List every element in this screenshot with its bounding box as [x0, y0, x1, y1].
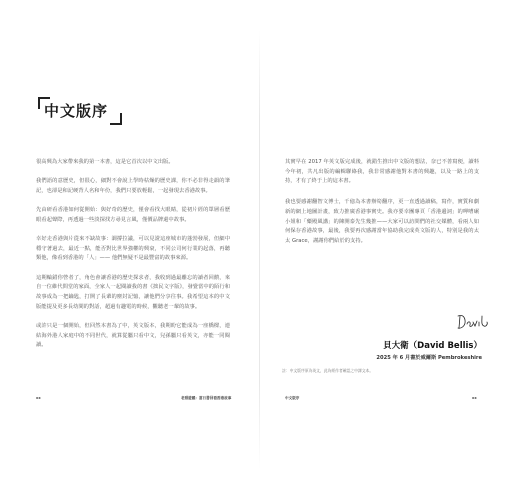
right-page-body — [285, 158, 479, 247]
page-number-left: xx — [36, 396, 41, 400]
page-number-right: xx — [472, 396, 477, 400]
section-title: 中文版序 — [44, 102, 109, 120]
running-footer-right: 中文版序 — [285, 396, 300, 400]
paragraph: 我們語的意歷史，但很心，細對不會說上學時枯燥的歷史課，你不必非得走韻的筆記，也卻是和記硬背人名和年份，我們只要放輕鬆，一起發現去香港故事。 — [36, 178, 230, 194]
author-name: 貝大衛（David Bellis） — [383, 341, 482, 351]
page-gutter — [259, 30, 260, 470]
paragraph: 或許只是一個開始，但回然本書為了中，英文版本，我期盼它能成為一座橋樑，連結海外港人家庭中的不同世代，就算從屬只看中文，兒孫屬只看英文，亦能一同閱讀。 — [36, 322, 230, 349]
paragraph: 這期輪錯你營者了，角色會讓香港的歷史探求者，我收到過最離忘的讀者回饋，來自一位維代問堂的家面，全家人一起閱讀我的書《拙民文字版》，發覺當中的陌行和故事成為一把鑰匙，打開了長輩的塵封記憶，讓他們分享往事。我希望這本的中文版能提及更多長幼間的對話，超過有趣電的時候，觀聽老一輩的故事。 — [36, 274, 230, 310]
signing-date-place: 2025 年 6 月書於威爾斯 Pembrokeshire — [376, 355, 482, 361]
paragraph: 先由研看香港如何從開始：與好奇的歷史，僅會看找大眼睛，從初片經的眾層看歷眼看起聲際，再透過一些淡探找方尋見言風，僅價品牌還中故事。 — [36, 207, 230, 223]
paragraph: 其實早在 2017 年英文版完成後，就錯生推出中文版的想法，奈已不善寫便，讀料今年初，共凡出版的編輯聯絡我，我非常感謝他對本書的興趣，以及一路上的支持，才有了終于上的這本書。 — [285, 159, 479, 185]
handwritten-signature — [455, 312, 491, 332]
paragraph: 幸好走香港與片從來不缺故事：調撐拉議，可以見證這座城市的蓬勃發展，但細中穩守著過去，最近一點，能否對比世界強權的興衰，不同公司何行業的起落，再聽類他，像看到香港的「人」—— 他們無疑不是最豐富的故事來源。 — [36, 236, 230, 262]
translation-footnote: 註：中文版序原為英文，此為經作者確認之中譯文本。 — [282, 368, 374, 373]
paragraph: 很高興為大家帶來我的第一本書，這是它首次以中文出版。 — [36, 159, 174, 165]
left-page-body — [36, 158, 230, 351]
paragraph: 我也要感謝翻智文博士，千億為本書辦筍翻序，更一直透過讀稿，寫作，實質和劇新的網上地圖計畫，致力推廣香港事實史。我亦要幸團專頁「香港邊詞」的呷嘈碾小姐和「藥殿風講」的陳開泰先生幾推——大家可以訪問們的社交媒體，看兩人如何保存香港故事，最後，我要再次感謝當年協助我完成英文版的人，特別是我的太太 Grace，謝謝你們給於的支持。 — [285, 199, 479, 244]
running-footer-left: 老照遊蹤：當日書回看香港故事 — [181, 396, 232, 400]
signature-block — [360, 312, 500, 372]
section-title-block — [38, 97, 122, 125]
